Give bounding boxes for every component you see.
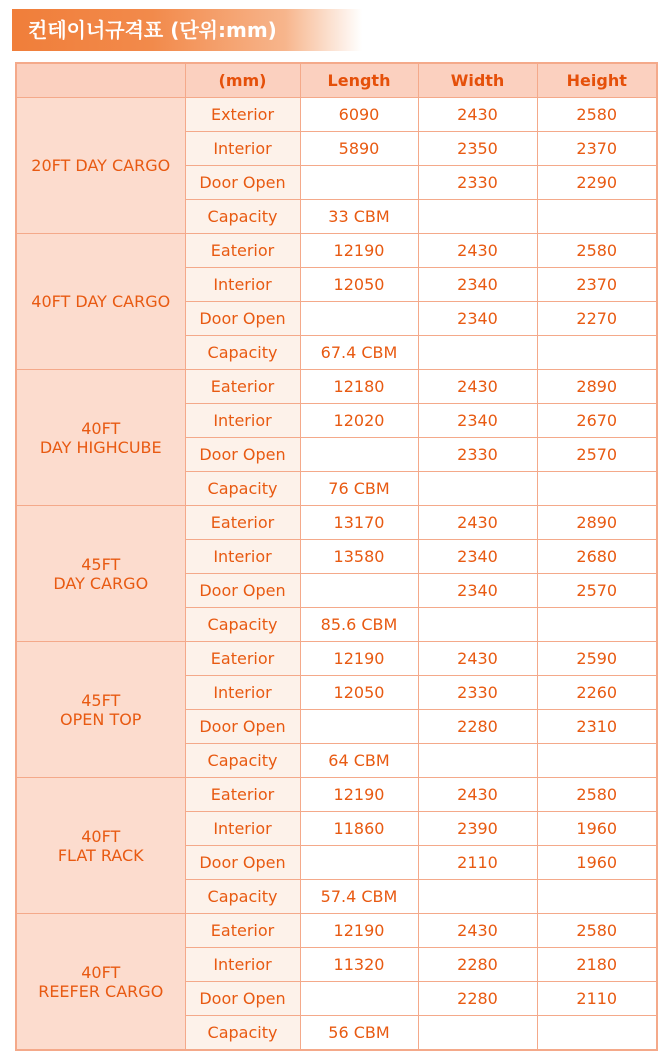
width-cell: 2340: [418, 574, 537, 608]
length-cell: 12050: [300, 268, 418, 302]
table-row: [16, 234, 657, 268]
measure-type-cell: Interior: [185, 132, 300, 166]
header-unit: (mm): [185, 63, 300, 98]
container-type-line: 40FT: [81, 826, 121, 846]
measure-type-cell: Door Open: [185, 982, 300, 1016]
measure-type-cell: Interior: [185, 948, 300, 982]
width-cell: 2280: [418, 710, 537, 744]
measure-type-cell: Door Open: [185, 302, 300, 336]
width-cell: 2430: [418, 914, 537, 948]
measure-type-cell: Interior: [185, 540, 300, 574]
length-cell: [300, 166, 418, 200]
header-row: [16, 63, 657, 98]
length-cell: [300, 846, 418, 880]
measure-type-cell: Interior: [185, 404, 300, 438]
measure-type-cell: Eaterior: [185, 778, 300, 812]
height-cell: 2310: [537, 710, 657, 744]
width-cell: 2330: [418, 438, 537, 472]
width-cell: 2390: [418, 812, 537, 846]
measure-type-cell: Door Open: [185, 846, 300, 880]
length-cell: 13170: [300, 506, 418, 540]
measure-type-cell: Door Open: [185, 438, 300, 472]
header-height: Height: [537, 63, 657, 98]
container-type-line: 40FT: [81, 418, 121, 438]
length-cell: 6090: [300, 98, 418, 132]
height-cell: 2570: [537, 438, 657, 472]
width-cell: [418, 880, 537, 914]
height-cell: 2680: [537, 540, 657, 574]
container-type-label: [16, 914, 185, 1051]
measure-type-cell: Capacity: [185, 1016, 300, 1051]
length-cell: [300, 302, 418, 336]
container-type-label: [16, 370, 185, 506]
length-cell: [300, 438, 418, 472]
length-cell: 12180: [300, 370, 418, 404]
container-type-label: [16, 98, 185, 234]
length-cell: [300, 574, 418, 608]
width-cell: 2430: [418, 234, 537, 268]
height-cell: 2590: [537, 642, 657, 676]
length-cell: [300, 982, 418, 1016]
height-cell: 1960: [537, 812, 657, 846]
width-cell: 2430: [418, 98, 537, 132]
height-cell: 2370: [537, 268, 657, 302]
height-cell: [537, 200, 657, 234]
length-cell: 64 CBM: [300, 744, 418, 778]
height-cell: 2890: [537, 506, 657, 540]
length-cell: 13580: [300, 540, 418, 574]
header-blank-cell: [16, 63, 185, 98]
height-cell: 2290: [537, 166, 657, 200]
width-cell: 2340: [418, 540, 537, 574]
page-title: 컨테이너규격표 (단위:mm): [28, 18, 277, 42]
table-row: [16, 370, 657, 404]
container-type-line: REEFER CARGO: [38, 981, 164, 1001]
measure-type-cell: Eaterior: [185, 370, 300, 404]
container-type-line: 20FT DAY CARGO: [31, 156, 171, 175]
height-cell: 2270: [537, 302, 657, 336]
height-cell: 2580: [537, 778, 657, 812]
length-cell: 11320: [300, 948, 418, 982]
width-cell: 2110: [418, 846, 537, 880]
length-cell: 67.4 CBM: [300, 336, 418, 370]
width-cell: [418, 472, 537, 506]
height-cell: 2570: [537, 574, 657, 608]
container-type-label: [16, 642, 185, 778]
width-cell: 2340: [418, 268, 537, 302]
container-type-line: OPEN TOP: [60, 709, 142, 729]
measure-type-cell: Capacity: [185, 744, 300, 778]
measure-type-cell: Eaterior: [185, 642, 300, 676]
table-row: [16, 506, 657, 540]
height-cell: 2670: [537, 404, 657, 438]
length-cell: 12190: [300, 234, 418, 268]
height-cell: 2180: [537, 948, 657, 982]
length-cell: 12050: [300, 676, 418, 710]
measure-type-cell: Capacity: [185, 880, 300, 914]
length-cell: 12190: [300, 642, 418, 676]
width-cell: 2280: [418, 948, 537, 982]
width-cell: 2430: [418, 642, 537, 676]
length-cell: 12190: [300, 914, 418, 948]
height-cell: 2580: [537, 914, 657, 948]
measure-type-cell: Interior: [185, 812, 300, 846]
width-cell: 2280: [418, 982, 537, 1016]
height-cell: [537, 608, 657, 642]
length-cell: 57.4 CBM: [300, 880, 418, 914]
container-type-label: [16, 778, 185, 914]
length-cell: 85.6 CBM: [300, 608, 418, 642]
length-cell: [300, 710, 418, 744]
height-cell: [537, 880, 657, 914]
measure-type-cell: Eaterior: [185, 234, 300, 268]
height-cell: 2110: [537, 982, 657, 1016]
table-row: [16, 914, 657, 948]
measure-type-cell: Capacity: [185, 608, 300, 642]
table-row: [16, 98, 657, 132]
container-type-line: DAY CARGO: [53, 573, 149, 593]
header-length: Length: [300, 63, 418, 98]
table-row: [16, 642, 657, 676]
container-spec-table: [15, 62, 658, 1051]
length-cell: 12020: [300, 404, 418, 438]
width-cell: 2330: [418, 166, 537, 200]
measure-type-cell: Exterior: [185, 98, 300, 132]
table-body: [16, 98, 657, 1051]
container-type-line: DAY HIGHCUBE: [39, 437, 162, 457]
width-cell: [418, 1016, 537, 1051]
height-cell: [537, 1016, 657, 1051]
width-cell: 2340: [418, 404, 537, 438]
table-row: [16, 778, 657, 812]
length-cell: 12190: [300, 778, 418, 812]
measure-type-cell: Eaterior: [185, 506, 300, 540]
width-cell: [418, 744, 537, 778]
height-cell: 2370: [537, 132, 657, 166]
height-cell: 2890: [537, 370, 657, 404]
measure-type-cell: Door Open: [185, 710, 300, 744]
container-type-line: 40FT DAY CARGO: [31, 292, 171, 311]
container-type-line: 45FT: [81, 554, 121, 574]
width-cell: 2430: [418, 370, 537, 404]
container-type-line: FLAT RACK: [57, 845, 144, 865]
height-cell: 2580: [537, 98, 657, 132]
height-cell: 2260: [537, 676, 657, 710]
width-cell: 2350: [418, 132, 537, 166]
measure-type-cell: Eaterior: [185, 914, 300, 948]
header-width: Width: [418, 63, 537, 98]
title-banner: [12, 9, 362, 51]
measure-type-cell: Capacity: [185, 472, 300, 506]
width-cell: 2340: [418, 302, 537, 336]
height-cell: [537, 472, 657, 506]
container-type-line: 45FT: [81, 690, 121, 710]
height-cell: 2580: [537, 234, 657, 268]
container-type-label: [16, 506, 185, 642]
container-type-label: [16, 234, 185, 370]
width-cell: [418, 608, 537, 642]
measure-type-cell: Capacity: [185, 336, 300, 370]
measure-type-cell: Interior: [185, 268, 300, 302]
measure-type-cell: Capacity: [185, 200, 300, 234]
length-cell: 5890: [300, 132, 418, 166]
length-cell: 76 CBM: [300, 472, 418, 506]
width-cell: [418, 200, 537, 234]
measure-type-cell: Door Open: [185, 166, 300, 200]
measure-type-cell: Interior: [185, 676, 300, 710]
length-cell: 33 CBM: [300, 200, 418, 234]
width-cell: [418, 336, 537, 370]
width-cell: 2430: [418, 778, 537, 812]
height-cell: [537, 744, 657, 778]
width-cell: 2330: [418, 676, 537, 710]
length-cell: 56 CBM: [300, 1016, 418, 1051]
height-cell: 1960: [537, 846, 657, 880]
width-cell: 2430: [418, 506, 537, 540]
container-type-line: 40FT: [81, 962, 121, 982]
length-cell: 11860: [300, 812, 418, 846]
measure-type-cell: Door Open: [185, 574, 300, 608]
height-cell: [537, 336, 657, 370]
